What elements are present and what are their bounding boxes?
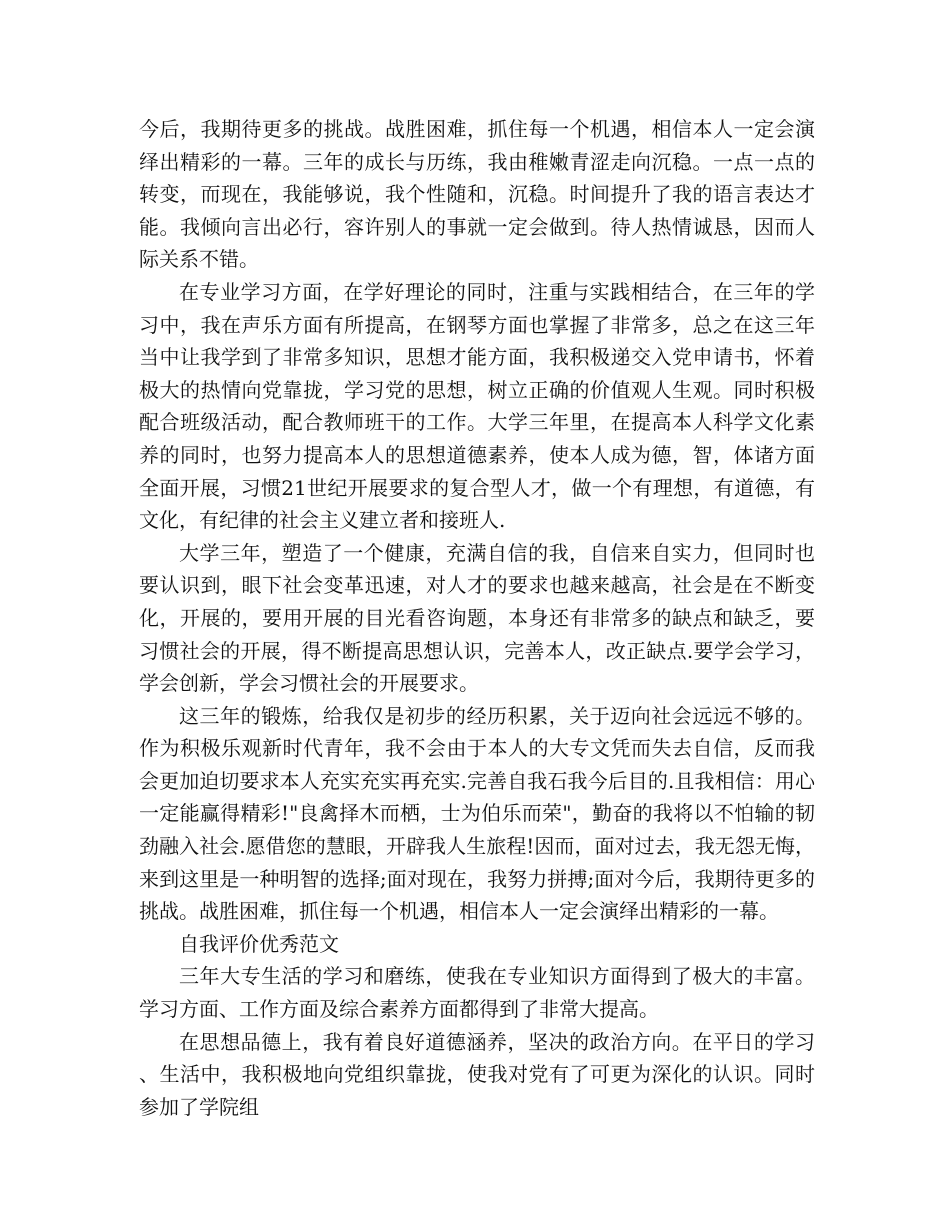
paragraph-3: 大学三年，塑造了一个健康，充满自信的我，自信来自实力，但同时也要认识到，眼下社会变革迅速，对人才的要求也越来越高，社会是在不断变化，开展的，要用开展的目光看咨询题，本身还有非常多的缺点和缺乏，要习惯社会的开展，得不断提高思想认识，完善本人，改正缺点.要学会学习，学会创新，学会习惯社会的开展要求。 bbox=[139, 540, 815, 696]
paragraph-1: 今后，我期待更多的挑战。战胜困难，抓住每一个机遇，相信本人一定会演绎出精彩的一幕。三年的成长与历练，我由稚嫩青涩走向沉稳。一点一点的转变，而现在，我能够说，我个性随和，沉稳。时间提升了我的语言表达才能。我倾向言出必行，容许别人的事就一定会做到。待人热情诚恳，因而人际关系不错。 bbox=[139, 117, 815, 272]
paragraph-6: 三年大专生活的学习和磨练，使我在专业知识方面得到了极大的丰富。学习方面、工作方面及综合素养方面都得到了非常大提高。 bbox=[139, 964, 815, 1022]
paragraph-7: 在思想品德上，我有着良好道德涵养，坚决的政治方向。在平日的学习、生活中，我积极地向党组织靠拢，使我对党有了可更为深化的认识。同时参加了学院组 bbox=[139, 1029, 815, 1119]
paragraph-2: 在专业学习方面，在学好理论的同时，注重与实践相结合，在三年的学习中，我在声乐方面有所提高，在钢琴方面也掌握了非常多，总之在这三年当中让我学到了非常多知识，思想才能方面，我积极递交入党申请书，怀着极大的热情向党靠拢，学习党的思想，树立正确的价值观人生观。同时积极配合班级活动，配合教师班干的工作。大学三年里，在提高本人科学文化素养的同时，也努力提高本人的思想道德素养，使本人成为德，智，体诸方面全面开展，习惯21世纪开展要求的复合型人才，做一个有理想，有道德，有文化，有纪律的社会主义建立者和接班人. bbox=[139, 279, 815, 533]
section-heading: 自我评价优秀范文 bbox=[179, 931, 339, 956]
document-body bbox=[139, 113, 815, 1123]
paragraph-4: 这三年的锻炼，给我仅是初步的经历积累，关于迈向社会远远不够的。作为积极乐观新时代青年，我不会由于本人的大专文凭而失去自信，反而我会更加迫切要求本人充实充实再充实.完善自我石我今后目的.且我相信：用心一定能赢得精彩!"良禽择木而栖，士为伯乐而荣"，勤奋的我将以不怕输的韧劲融入社会.愿借您的慧眼，开辟我人生旅程!因而，面对过去，我无怨无悔，来到这里是一种明智的选择;面对现在，我努力拼搏;面对今后，我期待更多的挑战。战胜困难，抓住每一个机遇，相信本人一定会演绎出精彩的一幕。 bbox=[139, 703, 815, 924]
